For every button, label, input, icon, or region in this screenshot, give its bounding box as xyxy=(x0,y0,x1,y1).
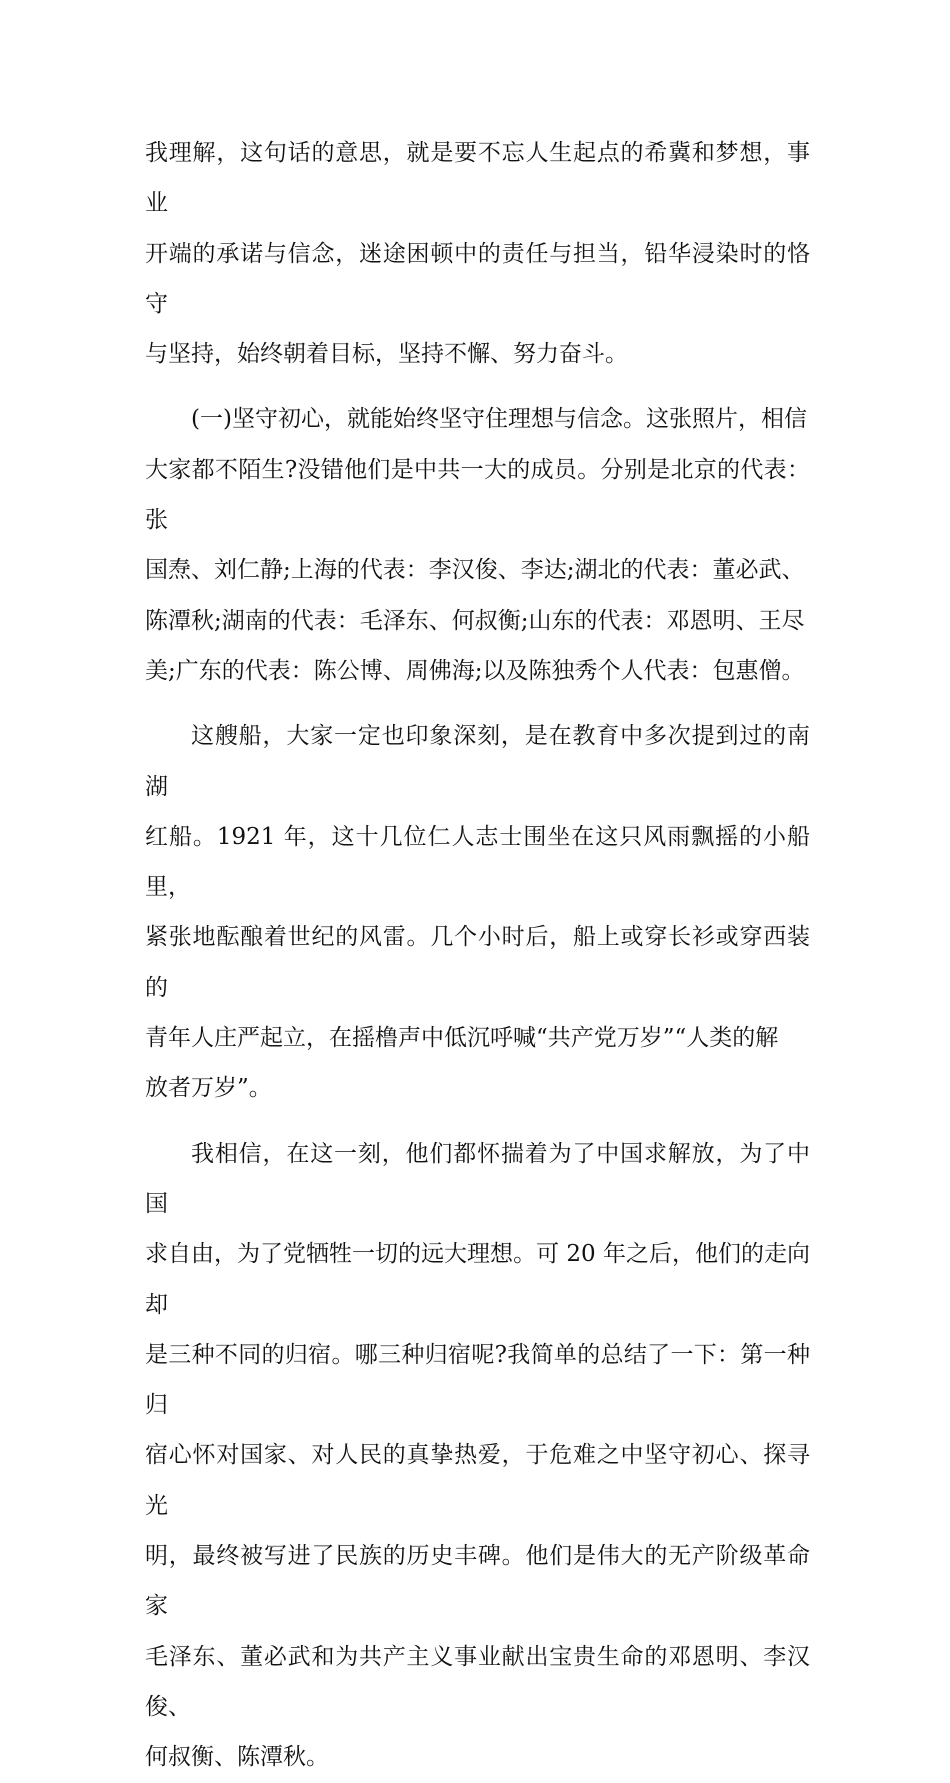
paragraph-1: 我理解，这句话的意思，就是要不忘人生起点的希冀和梦想，事业 开端的承诺与信念，迷途困顿中的责任与担当，铅华浸染时的恪守 与坚持，始终朝着目标，坚持不懈、努力奋斗。 xyxy=(145,140,810,368)
paragraph-4: 我相信，在这一刻，他们都怀揣着为了中国求解放，为了中国 求自由，为了党牺牲一切的远大理想。可 20 年之后，他们的走向却 是三种不同的归宿。哪三种归宿呢?我简单的总结了一下：第一种归 宿心怀对国家、对人民的真挚热爱，于危难之中坚守初心、探寻光 明，最终被写进了民族的历史丰碑。他们是伟大的无产阶级革命家 毛泽东、董必武和为共产主义事业献出宝贵生命的邓恩明、李汉俊、 何叔衡、陈潭秋。 xyxy=(145,1140,810,1771)
paragraph-2: (一)坚守初心，就能始终坚守住理想与信念。这张照片，相信 大家都不陌生?没错他们是中共一大的成员。分别是北京的代表：张 国焘、刘仁静;上海的代表：李汉俊、李达;湖北的代表：董必武、 陈潭秋;湖南的代表：毛泽东、何叔衡;山东的代表：邓恩明、王尽 美;广东的代表：陈公博、周佛海;以及陈独秀个人代表：包惠僧。 xyxy=(145,406,810,684)
paragraph-3: 这艘船，大家一定也印象深刻，是在教育中多次提到过的南湖 红船。1921 年，这十几位仁人志士围坐在这只风雨飘摇的小船里， 紧张地酝酿着世纪的风雷。几个小时后，船上或穿长衫或穿西装的 青年人庄严起立，在摇橹声中低沉呼喊“共产党万岁”“人类的解 放者万岁”。 xyxy=(145,723,810,1102)
document-body xyxy=(145,128,810,1783)
